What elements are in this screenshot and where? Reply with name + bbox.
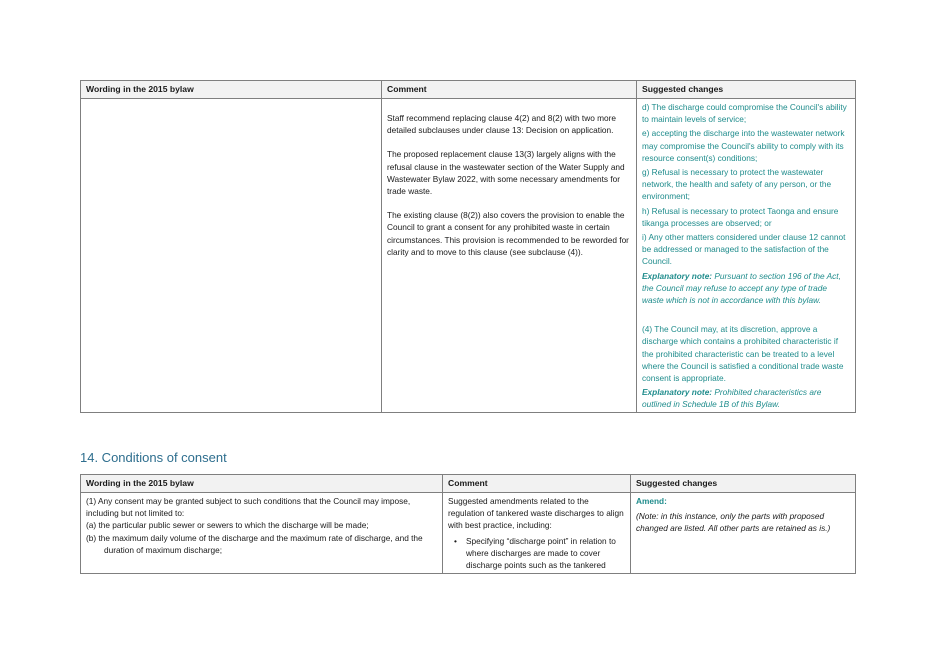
amend-label: Amend: [636,496,667,506]
header-changes: Suggested changes [637,81,856,99]
header-comment: Comment [443,475,631,493]
wording-intro: (1) Any consent may be granted subject to such conditions that the Council may impose, including but not limited to: [86,496,411,519]
comment-paragraph: Staff recommend replacing clause 4(2) and 8(2) with two more detailed subclauses under clause 13: Decision on application. [387,113,617,136]
change-item: h) Refusal is necessary to protect Taonga and ensure tikanga processes are observed; or [642,205,839,228]
comment-paragraph: The existing clause (8(2)) also covers the provision to enable the Council to grant a consent for any prohibited waste in certain circumstances. This provision is recommended to be reworded for clarity and to move to this clause (see subclause (4)). [387,210,629,257]
amend-note: (Note: in this instance, only the parts with proposed changed are listed. All other parts are retained as is.) [636,511,831,534]
comment-intro: Suggested amendments related to the regulation of tankered waste discharges to align with best practice, including: [448,496,624,531]
change-item: g) Refusal is necessary to protect the wastewater network, the health and safety of any person, or the environment; [642,167,832,202]
table-header-row [81,81,856,99]
header-changes: Suggested changes [631,475,856,493]
change-item: e) accepting the discharge into the wastewater network may compromise the Council's ability to comply with its resource consent(s) conditions; [642,128,845,163]
header-wording: Wording in the 2015 bylaw [81,81,382,99]
table-row [81,493,856,574]
wording-cell [81,99,382,413]
note-label: Explanatory note: [642,387,713,398]
section-heading: 14. Conditions of consent [80,450,227,465]
note-label: Explanatory note: [642,270,713,281]
changes-cell [631,493,856,574]
header-comment: Comment [382,81,637,99]
change-item: i) Any other matters considered under clause 12 cannot be addressed or managed to the satisfaction of the Council. [642,232,846,267]
comment-paragraph: The proposed replacement clause 13(3) largely aligns with the refusal clause in the wastewater section of the Water Supply and Wastewater Bylaw 2022, with some necessary amendments for trade waste. [387,149,625,197]
note-text: Prohibited characteristics are outlined in Schedule 1B of this Bylaw. [642,387,822,410]
changes-cell [637,99,856,413]
header-wording: Wording in the 2015 bylaw [81,475,443,493]
decision-table [80,80,856,413]
wording-cell [81,493,443,574]
wording-item-b: (b) the maximum daily volume of the discharge and the maximum rate of discharge, and the duration of maximum discharge; [86,532,423,555]
conditions-table [80,474,856,574]
comment-bullet [448,535,625,572]
explanatory-note [642,270,850,307]
clause-4: (4) The Council may, at its discretion, approve a discharge which contains a prohibited characteristic if the prohibited characteristic can be treated to a level where the Council is satisfied a conditional trade waste consent is appropriate. [642,324,844,384]
note-text: Pursuant to section 196 of the Act, the Council may refuse to accept any type of trade waste which is not in accordance with this bylaw. [642,270,841,306]
change-item: d) The discharge could compromise the Council's ability to maintain levels of service; [642,102,847,125]
bullet-icon: • [454,535,457,546]
wording-item-a: (a) the particular public sewer or sewers to which the discharge will be made; [86,520,369,531]
comment-cell [443,493,631,574]
table-row [81,99,856,413]
bullet-text: Specifying “discharge point” in relation to where discharges are made to cover discharge points such as the tankered [466,535,616,571]
comment-cell [382,99,637,413]
explanatory-note [642,386,850,410]
table-header-row [81,475,856,493]
